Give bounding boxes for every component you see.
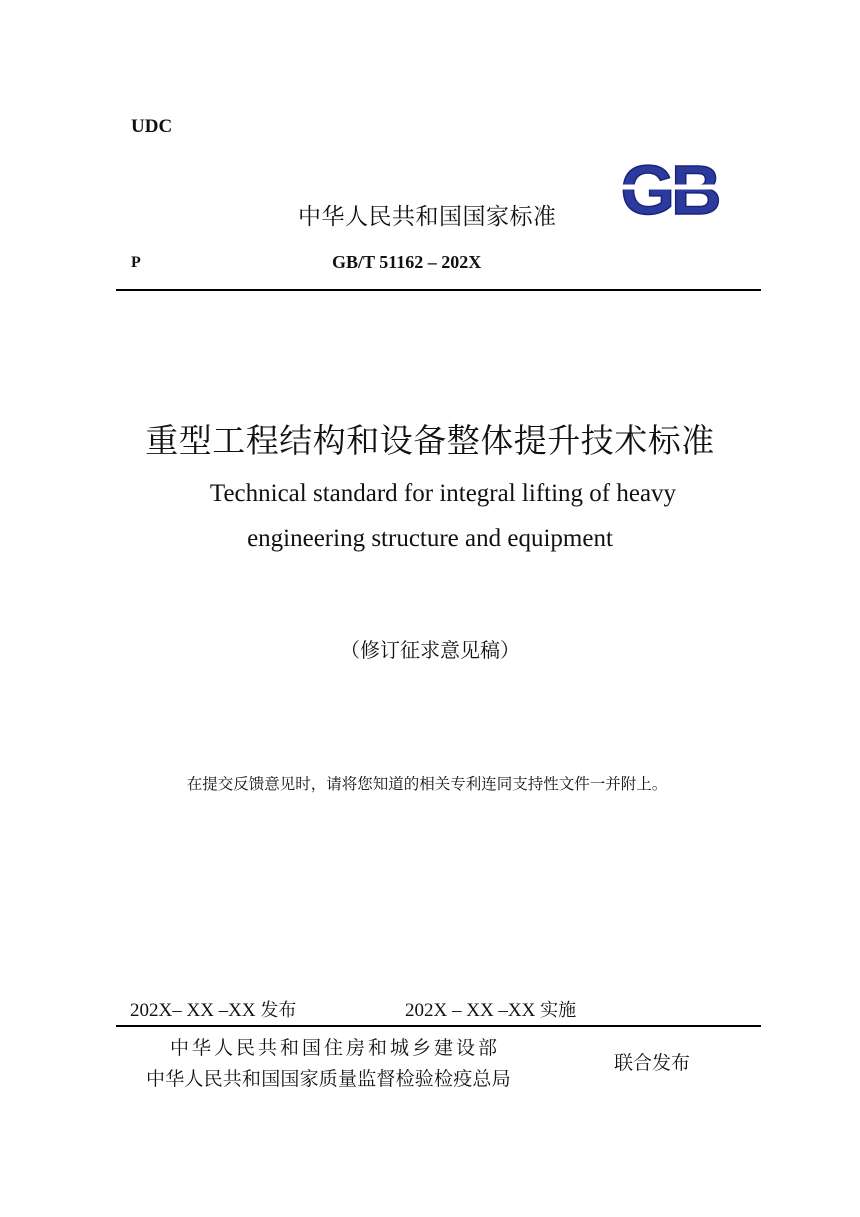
- title-english-line-1: Technical standard for integral lifting of heavy: [209, 480, 677, 507]
- issuer-administration: 中华人民共和国国家质量监督检验检疫总局: [146, 1068, 511, 1090]
- issuer-ministry: 中华人民共和国住房和城乡建设部: [170, 1037, 501, 1059]
- feedback-note: 在提交反馈意见时，请将您知道的相关专利连同支持性文件一并附上。: [186, 775, 668, 793]
- joint-release-label: 联合发布: [614, 1052, 691, 1074]
- implementation-date-value: 202X – XX –XX: [405, 1000, 536, 1021]
- gb-logo: [607, 157, 731, 223]
- classification-code: P: [131, 254, 141, 271]
- issue-date-value: 202X– XX –XX: [130, 1000, 256, 1021]
- national-standard-heading: 中华人民共和国国家标准: [298, 204, 557, 230]
- implementation-label: 实施: [540, 1000, 577, 1021]
- title-chinese: 重型工程结构和设备整体提升技术标准: [145, 421, 715, 460]
- implementation-date: [405, 996, 576, 1022]
- gb-logo-text: GB: [620, 157, 718, 223]
- header-divider: [116, 289, 761, 291]
- footer-divider: [116, 1025, 761, 1027]
- draft-status: （修订征求意见稿）: [340, 638, 520, 662]
- standard-number: GB/T 51162 – 202X: [332, 252, 482, 272]
- title-english-line-2: engineering structure and equipment: [247, 525, 613, 552]
- issue-date: [130, 996, 296, 1022]
- udc-label: UDC: [131, 116, 173, 137]
- issue-label: 发布: [260, 1000, 297, 1021]
